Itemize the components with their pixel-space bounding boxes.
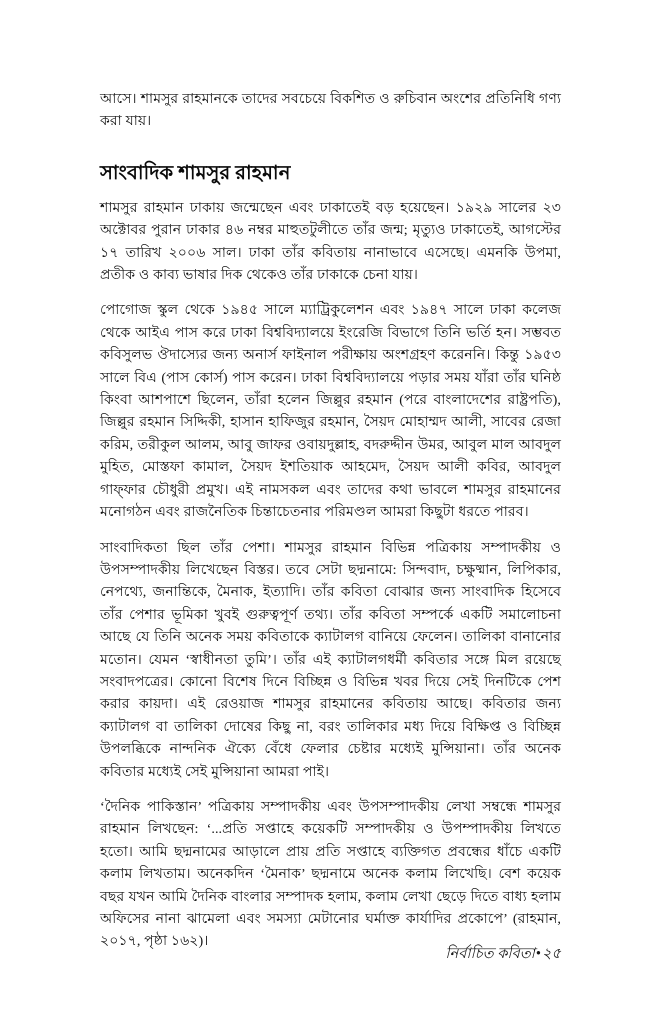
body-paragraph-1: শামসুর রাহমান ঢাকায় জন্মেছেন এবং ঢাকাতেই বড় হয়েছেন। ১৯২৯ সালের ২৩ অক্টোবর পুরান ঢাকার ৪৬ নম্বর মাহুতটুলীতে তাঁর জন্ম; মৃত্যুও ঢাকাতেই, আগস্টের ১৭ তারিখ ২০০৬ সাল। ঢাকা তাঁর কবিতায় নানাভাবে এসেছে। এমনকি উপমা, প্রতীক ও কাব্য ভাষার দিক থেকেও তাঁর ঢাকাকে চেনা যায়। (100, 199, 561, 284)
section-heading: সাংবাদিক শামসুর রাহমান (100, 162, 291, 184)
body-paragraph-2: পোগোজ স্কুল থেকে ১৯৪৫ সালে ম্যাট্রিকুলেশন এবং ১৯৪৭ সালে ঢাকা কলেজ থেকে আইএ পাস করে ঢাকা বিশ্ববিদ্যালয়ে ইংরেজি বিভাগে তিনি ভর্তি হন। সম্ভবত কবিসুলভ ঔদাস্যের জন্য অনার্স ফাইনাল পরীক্ষায় অংশগ্রহণ করেননি। কিন্তু ১৯৫৩ সালে বিএ (পাস কোর্স) পাস করেন। ঢাকা বিশ্ববিদ্যালয়ে পড়ার সময় যাঁরা তাঁর ঘনিষ্ঠ কিংবা আশপাশে ছিলেন, তাঁরা হলেন জিল্লুর রহমান (পরে বাংলাদেশের রাষ্ট্রপতি), জিল্লুর রহমান সিদ্দিকী, হাসান হাফিজুর রহমান, সৈয়দ মোহাম্মদ আলী, সাবের রেজা করিম, তরীকুল আলম, আবু জাফর ওবায়দুল্লাহ, বদরুদ্দীন উমর, আবুল মাল আবদুল মুহিত, মোস্তফা কামাল, সৈয়দ ইশতিয়াক আহমেদ, সৈয়দ আলী কবির, আবদুল গাফ্‌ফার চৌধুরী প্রমুখ। এই নামসকল এবং তাদের কথা ভাবলে শামসুর রাহমানের মনোগঠন এবং রাজনৈতিক চিন্তাচেতনার পরিমণ্ডল আমরা কিছুটা ধরতে পারব। (100, 302, 561, 521)
footer-book-title: নির্বাচিত কবিতা (445, 946, 535, 962)
page-footer (100, 944, 561, 964)
body-paragraph-3: সাংবাদিকতা ছিল তাঁর পেশা। শামসুর রাহমান বিভিন্ন পত্রিকায় সম্পাদকীয় ও উপসম্পাদকীয় লিখেছেন বিস্তর। তবে সেটা ছদ্মনামে: সিন্দবাদ, চক্ষুষ্মান, লিপিকার, নেপথ্যে, জনান্তিকে, মৈনাক, ইত্যাদি। তাঁর কবিতা বোঝার জন্য সাংবাদিক হিসেবে তাঁর পেশার ভূমিকা খুবই গুরুত্বপূর্ণ তথ্য। তাঁর কবিতা সম্পর্কে একটি সমালোচনা আছে যে তিনি অনেক সময় কবিতাকে ক্যাটালগ বানিয়ে ফেলেন। তালিকা বানানোর মতোন। যেমন ‘স্বাধীনতা তুমি’। তাঁর এই ক্যাটালগধর্মী কবিতার সঙ্গে মিল রয়েছে সংবাদপত্রের। কোনো বিশেষ দিনে বিচ্ছিন্ন ও বিভিন্ন খবর দিয়ে সেই দিনটিকে পেশ করার কায়দা। এই রেওয়াজ শামসুর রাহমানের কবিতায় আছে। কবিতার জন্য ক্যাটালগ বা তালিকা দোষের কিছু না, বরং তালিকার মধ্য দিয়ে বিক্ষিপ্ত ও বিচ্ছিন্ন উপলব্ধিকে নান্দনিক ঐক্যে বেঁধে ফেলার চেষ্টার মধ্যেই মুন্সিয়ানা। তাঁর অনেক কবিতার মধ্যেই সেই মুন্সিয়ানা আমরা পাই। (100, 539, 561, 780)
page-content (100, 88, 561, 953)
footer-separator-bullet: • (535, 946, 542, 962)
body-paragraph-4: ‘দৈনিক পাকিস্তান’ পত্রিকায় সম্পাদকীয় এবং উপসম্পাদকীয় লেখা সম্বন্ধে শামসুর রাহমান লিখছেন: ‘...প্রতি সপ্তাহে কয়েকটি সম্পাদকীয় ও উপম্পাদকীয় লিখতে হতো। আমি ছদ্মনামের আড়ালে প্রায় প্রতি সপ্তাহে ব্যক্তিগত প্রবন্ধের ধাঁচে একটি কলাম লিখতাম। অনেকদিন ‘মৈনাক’ ছদ্মনামে অনেক কলাম লিখেছি। বেশ কয়েক বছর যখন আমি দৈনিক বাংলার সম্পাদক হলাম, কলাম লেখা ছেড়ে দিতে বাধ্য হলাম অফিসের নানা ঝামেলা এবং সমস্যা মেটানোর ঘর্মাক্ত কার্যাদির প্রকোপে’ (রাহমান, ২০১৭, পৃষ্ঠা ১৬২)। (100, 798, 561, 950)
intro-paragraph: আসে। শামসুর রাহমানকে তাদের সবচেয়ে বিকশিত ও রুচিবান অংশের প্রতিনিধি গণ্য করা যায়। (100, 91, 561, 130)
footer-page-number: ২৫ (542, 946, 561, 962)
